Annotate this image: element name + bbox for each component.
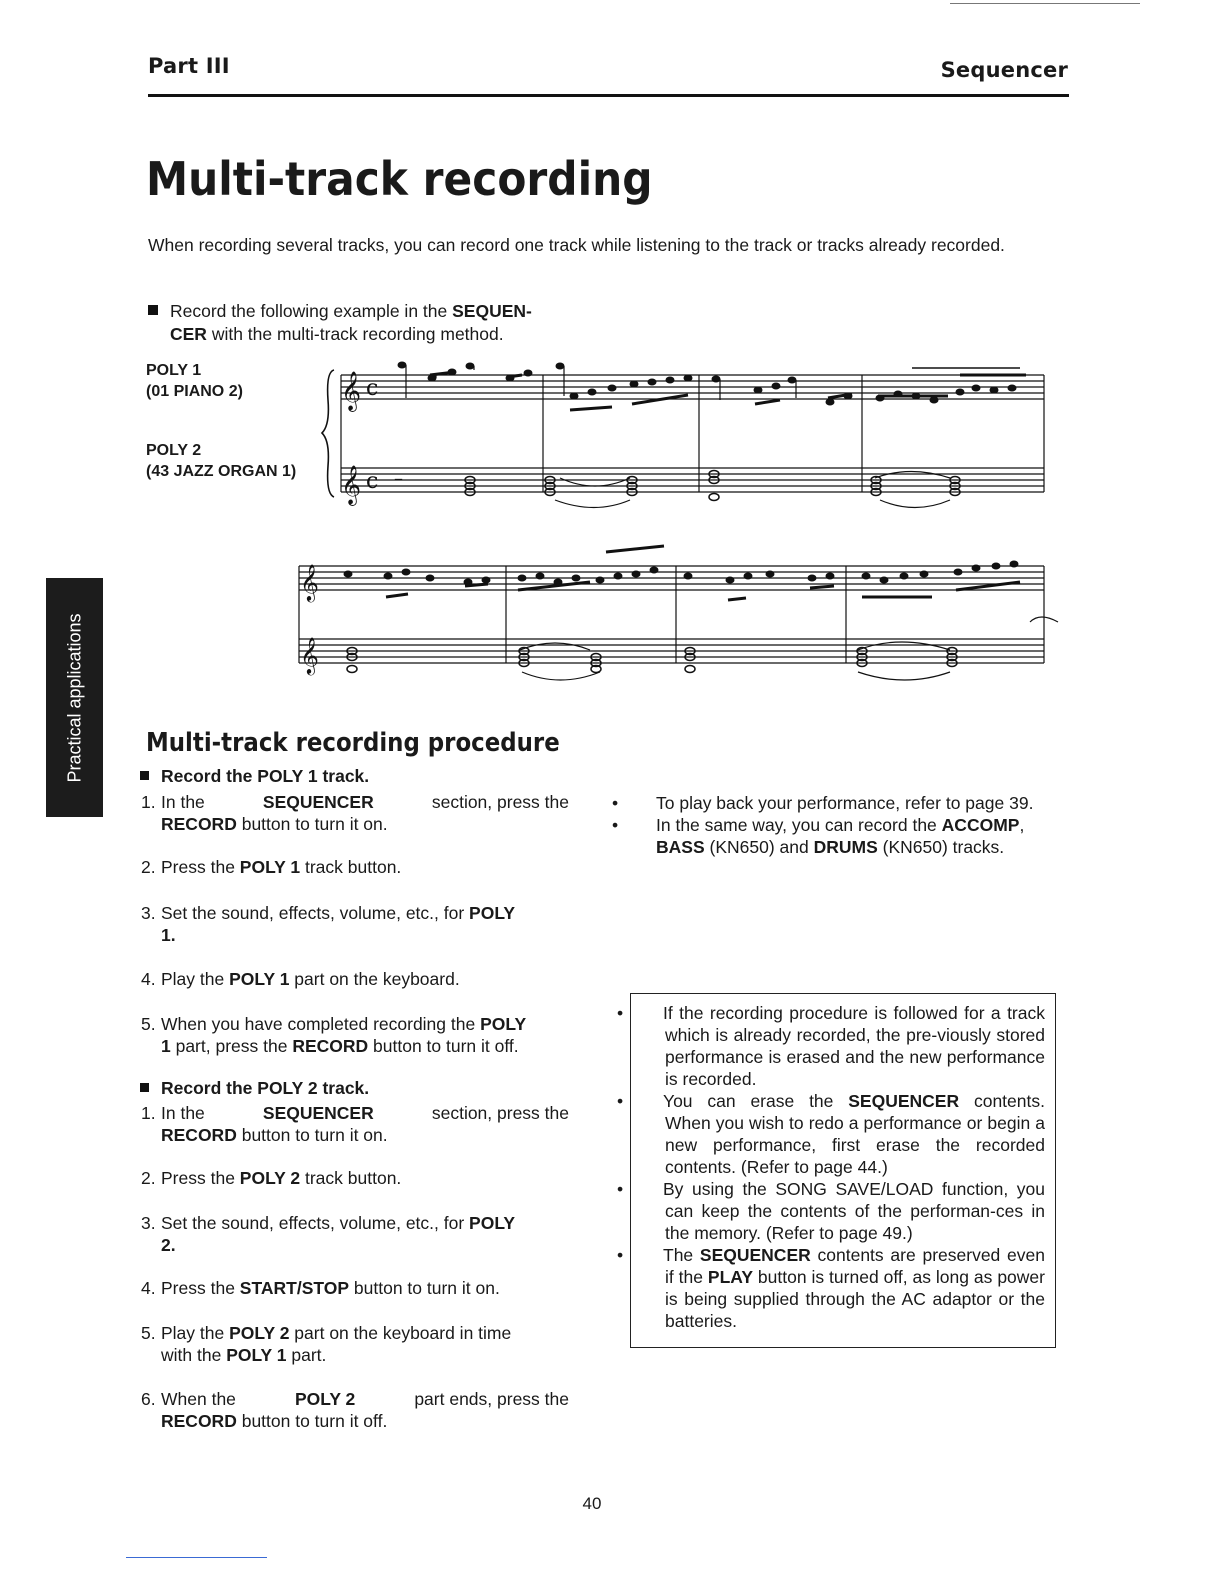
note-item: • In the same way, you can record the ACCOMP, BASS (KN650) and DRUMS (KN650) tracks. bbox=[612, 815, 1025, 857]
side-tab: Practical applications bbox=[46, 578, 103, 817]
svg-text:–: – bbox=[394, 468, 403, 489]
poly1-step-1: 1. In the SEQUENCER section, press the RECORD button to turn it on. bbox=[141, 792, 569, 834]
header-part: Part III bbox=[148, 54, 230, 78]
poly1-step-2: 2. Press the POLY 1 track button. bbox=[141, 857, 402, 877]
notes-box bbox=[617, 993, 1056, 1348]
svg-text:𝄞: 𝄞 bbox=[341, 371, 362, 411]
box-item: • If the recording procedure is followed for a track which is already recorded, the pre-viously stored performance is erased and the new performance is recorded. bbox=[617, 1003, 1045, 1089]
page-title: Multi-track recording bbox=[146, 152, 653, 206]
intro-paragraph: When recording several tracks, you can record one track while listening to the track or tracks already recorded. bbox=[148, 235, 1005, 255]
poly1-step-4: 4. Play the POLY 1 part on the keyboard. bbox=[141, 969, 460, 989]
svg-text:𝄞: 𝄞 bbox=[300, 636, 319, 674]
poly2-step-4: 4. Press the START/STOP button to turn it on. bbox=[141, 1278, 500, 1298]
svg-text:c: c bbox=[366, 376, 379, 401]
box-item: • The SEQUENCER contents are preserved even if the PLAY button is turned off, as long as power is being supplied through the AC adaptor or the batteries. bbox=[617, 1245, 1045, 1331]
square-bullet-icon bbox=[140, 1083, 149, 1092]
poly2-step-1: 1. In the SEQUENCER section, press the RECORD button to turn it on. bbox=[141, 1103, 569, 1145]
example-instruction: Record the following example in the SEQUEN- CER with the multi-track recording method. bbox=[148, 300, 588, 346]
poly1-step-3: 3. Set the sound, effects, volume, etc., for POLY 1. bbox=[141, 903, 516, 945]
note-item: • To play back your performance, refer to page 39. bbox=[612, 793, 1034, 813]
poly1-heading: Record the POLY 1 track. bbox=[140, 766, 369, 787]
square-bullet-icon bbox=[140, 771, 149, 780]
box-item: • By using the SONG SAVE/LOAD function, you can keep the contents of the performan-ces in the memory. (Refer to page 49.) bbox=[617, 1179, 1045, 1243]
poly1-step-5: 5. When you have completed recording the POLY 1 part, press the RECORD button to turn it off. bbox=[141, 1014, 527, 1056]
procedure-heading: Multi-track recording procedure bbox=[146, 728, 560, 758]
poly2-step-6: 6. When the POLY 2 part ends, press the RECORD button to turn it off. bbox=[141, 1389, 569, 1431]
page-number: 40 bbox=[582, 1494, 602, 1513]
poly2-heading: Record the POLY 2 track. bbox=[140, 1078, 369, 1099]
footer-link-rule bbox=[126, 1557, 267, 1558]
track-label-poly2: POLY 2 (43 JAZZ ORGAN 1) bbox=[146, 442, 297, 480]
header-section: Sequencer bbox=[940, 58, 1068, 82]
poly2-step-3: 3. Set the sound, effects, volume, etc., for POLY 2. bbox=[141, 1213, 516, 1255]
track-label-poly1: POLY 1 (01 PIANO 2) bbox=[146, 362, 243, 400]
box-item: • You can erase the SEQUENCER contents. When you wish to redo a performance or begin a new performance, first erase the recorded contents. (Refer to page 44.) bbox=[617, 1091, 1045, 1177]
poly2-step-2: 2. Press the POLY 2 track button. bbox=[141, 1168, 402, 1188]
svg-text:𝄞: 𝄞 bbox=[341, 465, 362, 505]
playback-notes bbox=[612, 792, 1064, 858]
poly2-step-5: 5. Play the POLY 2 part on the keyboard in time with the POLY 1 part. bbox=[141, 1323, 512, 1365]
svg-text:𝄞: 𝄞 bbox=[300, 563, 319, 601]
svg-text:c: c bbox=[366, 469, 379, 494]
